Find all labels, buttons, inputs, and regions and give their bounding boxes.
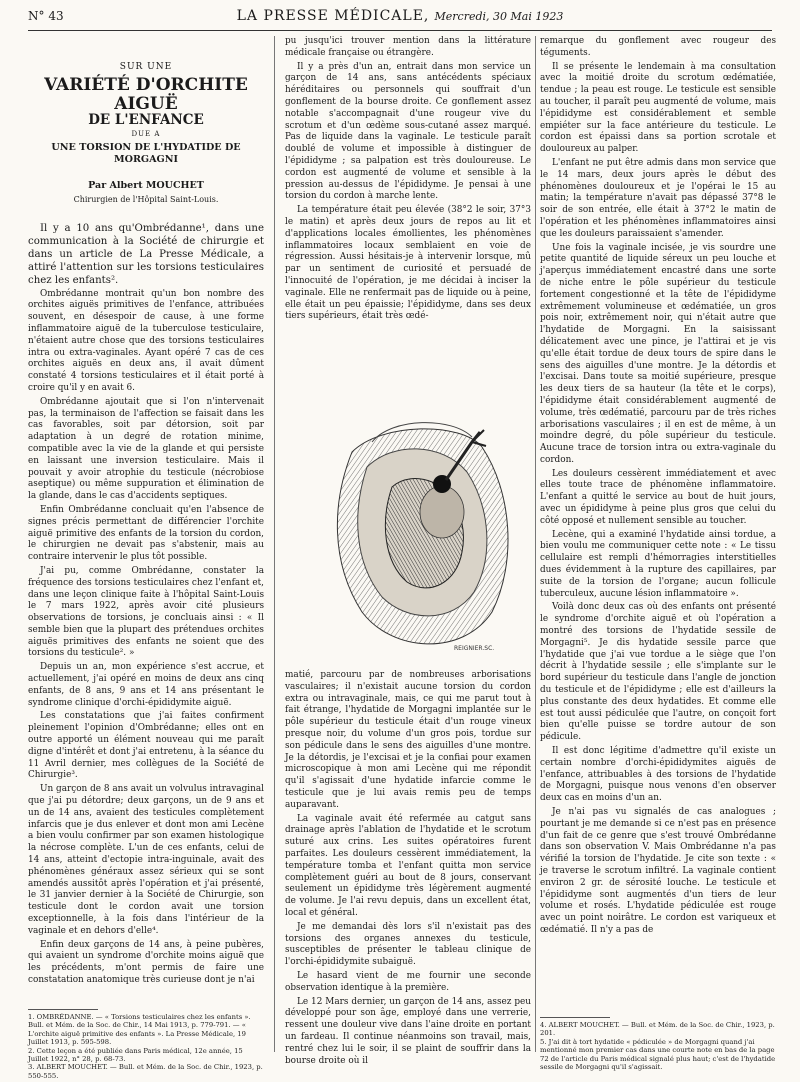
- paragraph: Les douleurs cessèrent immédiatement et avec elles toute trace de phénomène inflammatoire. L'enfant a quitté le service au bout de huit jours, avec un épididyme à peine plus gros que celui du côté opposé et nullement sensible au toucher.: [540, 468, 776, 526]
- article-kicker: SUR UNE: [119, 62, 173, 72]
- column-1: [28, 36, 264, 989]
- column-2-top: [285, 36, 531, 325]
- journal-masthead: [28, 8, 772, 24]
- paragraph: Un garçon de 8 ans avait un volvulus intravaginal que j'ai pu détordre; deux garçons, un de 9 ans et un de 14 ans, avaient des testicules complètement infarcis que je dus enlever et dont mon ami Lecène a bien voulu confirmer par son examen histologique la nécrose complète. L'un de ces enfants, celui de 14 ans, atteint d'ectopie intra-inguinale, avait des phénomènes généraux assez sérieux qui se sont amendés aussitôt après l'opération et j'ai présenté, le 31 janvier dernier à la Société de Chirurgie, son testicule dont le cordon avait une torsion exceptionnelle, à la fois dans l'intérieur de la vaginale et en dehors d'elle⁴.: [28, 784, 264, 936]
- paragraph: matié, parcouru par de nombreuses arborisations vasculaires; il n'existait aucune torsion du cordon extra ou intravaginale, mais, ce qui me parut tout à fait étrange, l'hydatide de Morgagni implantée sur le pôle supérieur du testicule était d'un rouge vineux presque noir, du volume d'un gros pois, tordue sur son pédicule dans le sens des aiguilles d'une montre. Je la détordis, je l'excisai et je la confiai pour examen microscopique à mon ami Lecène qui me répondit qu'il s'agissait d'une hydatide infarcie comme le testicule que je lui avais remis peu de temps auparavant.: [285, 670, 531, 810]
- paragraph: Voilà donc deux cas où des enfants ont présenté le syndrome d'orchite aiguë et où l'opération a montré des torsions de l'hydatide sessile de Morgagni⁵. Je dis hydatide sessile parce que l'hydatide que j'ai vue tordue a le siège que l'on décrit à l'hydatide sessile ; elle s'implante sur le bord supérieur du testicule dans l'angle de jonction du testicule et de l'épididyme ; elle est d'ailleurs la plus constante des deux hydatides. Et comme elle est tout aussi pédiculée que l'autre, on conçoit fort bien qu'elle puisse se tordre autour de son pédicule.: [540, 602, 776, 743]
- anatomical-illustration: [322, 412, 518, 662]
- paragraph: Il est donc légitime d'admettre qu'il existe un certain nombre d'orchi-épididymites aiguës de l'enfance, attribuables à des torsions de l'hydatide de Morgagni, puisque nous venons d'en observer deux cas en moins d'un an.: [540, 746, 776, 804]
- footnote: 3. ALBERT MOUCHET. — Bull. et Mém. de la Soc. de Chir., 1923, p. 550-555.: [28, 1063, 263, 1080]
- footnote: 1. OMBRÉDANNE. — « Torsions testiculaires chez les enfants ». Bull. et Mém. de la Soc. de Chir., 14 Mai 1913, p. 779-791. — « L'orchite aiguë primitive des enfants ». La Presse Médicale, 19 Juillet 1913, p. 595-598.: [28, 1013, 251, 1047]
- paragraph: Je n'ai pas vu signalés de cas analogues ; pourtant je me demande si ce n'est pas en présence d'un fait de ce genre que s'est trouvé Ombrédanne dans son observation V. Mais Ombrédanne n'a pas vérifié la torsion de l'hydatide. Je cite son texte : « je traverse le scrotum infiltré. La vaginale contient environ 2 gr. de sérosité louche. Le testicule et l'épididyme sont augmentés d'un tiers de leur volume et rosés. L'hydatide pédiculée est rouge avec un point noirâtre. Le cordon est variqueux et œdématié. Il n'y a pas de: [540, 807, 776, 935]
- footnotes-left: [28, 1013, 264, 1080]
- paragraph: pu jusqu'ici trouver mention dans la littérature médicale française ou étrangère.: [285, 36, 531, 58]
- column-3: [540, 36, 776, 939]
- paragraph: La vaginale avait été refermée au catgut sans drainage après l'ablation de l'hydatide et le scrotum suturé aux crins. Les suites opératoires furent parfaites. Les douleurs cessèrent immédiatement, la température tomba et l'enfant quitta mon service complètement guéri au bout de 8 jours, conservant seulement un épididyme très légèrement augmenté de volume. Je l'ai revu depuis, dans un excellent état, local et général.: [285, 813, 531, 918]
- paragraph: Je me demandai dès lors s'il n'existait pas des torsions des organes annexes du testicule, susceptibles de présenter le tableau clinique de l'orchi-épididymite subaiguë.: [285, 921, 531, 968]
- paragraph: La température était peu élevée (38°2 le soir, 37°3 le matin) et après deux jours de repos au lit et d'applications locales émollientes, les phénomènes inflammatoires locaux semblaient en voie de régression. Aussi hésitais-je à intervenir lorsque, mû par un sentiment de curiosité et persuadé de l'innocuité de l'opération, je me décidai à inciser la vaginale. Elle ne renfermait pas de liquide ou à peine, elle était un peu épaissie; l'épididyme, dans ses deux tiers supérieurs, était très œdé-: [285, 205, 531, 322]
- footnote: 5. J'ai dit à tort hydatide « pédiculée » de Morgagni quand j'ai mentionné mon premier cas dans une courte note en bas de la page 72 de l'article du Paris médical signalé plus haut; c'est de l'hydatide sessile de Morgagni qu'il s'agissait.: [540, 1037, 776, 1072]
- footnote: 2. Cette leçon a été publiée dans Paris médical, 12e année, 15 Juillet 1922, n° 28, p. 68-73.: [28, 1046, 243, 1064]
- footnotes-right: [540, 1021, 776, 1071]
- paragraph: Lecène, qui a examiné l'hydatide ainsi tordue, a bien voulu me communiquer cette note : « Le tissu cellulaire est rempli d'hémorragies interstitielles dues évidemment à la rupture des capillaires, par suite de la torsion de l'organe; aucun follicule tuberculeux, aucune lésion inflammatoire ».: [540, 529, 776, 599]
- engraver-signature: REIGNIER.SC.: [454, 645, 495, 652]
- footnote: 4. ALBERT MOUCHET. — Bull. et Mém. de la Soc. de Chir., 1923, p. 201.: [540, 1021, 775, 1038]
- article-title-sub: DE L'ENFANCE: [88, 111, 204, 128]
- paragraph: Il y a près d'un an, entrait dans mon service un garçon de 14 ans, sans antécédents spéciaux héréditaires ou personnels qui souffrait d'un gonflement de la bourse droite. Ce gonflement assez notable s'accompagnait d'une rougeur vive du scrotum et d'un œdème sous-cutané assez marqué. Pas de liquide dans la vaginale. Le testicule paraît doublé de volume et impossible à distinguer de l'épididyme ; sa palpation est très douloureuse. Le cordon est augmenté de volume et sensible à la pression au-dessus de l'épididyme. Je pensai à une torsion du cordon à marche lente.: [285, 61, 531, 202]
- paragraph: Une fois la vaginale incisée, je vis sourdre une petite quantité de liquide séreux un peu louche et j'aperçus immédiatement encastré dans une sorte de niche entre le pôle supérieur du testicule fortement congestionné et la tête de l'épididyme extrêmement volumineuse et œdématiée, un gros pois noir, extrêmement noir, qui n'était autre que l'hydatide de Morgagni. En la saisissant délicatement avec une pince, je l'attirai et je vis qu'elle était tordue de deux tours de spire dans le sens des aiguilles d'une montre. Je la détordis et l'excisai. Dans toute sa moitié supérieure, presque les deux tiers de sa hauteur (la tête et le corps), l'épididyme était considérablement augmenté de volume, très œdématié, parcouru par de très riches arborisations vasculaires ; il en est de même, à un moindre degré, du pôle supérieur du testicule. Aucune trace de torsion intra ou extra-vaginale du cordon.: [540, 242, 776, 465]
- paragraph: remarque du gonflement avec rougeur des téguments.: [540, 36, 776, 58]
- paragraph: Il y a 10 ans qu'Ombrédanne¹, dans une communication à la Société de chirurgie et dans un article de La Presse Médicale, a attiré l'attention sur les torsions testiculaires chez les enfants².: [28, 222, 264, 286]
- footnote-rule: [540, 1017, 610, 1018]
- paragraph: Le 12 Mars dernier, un garçon de 14 ans, assez peu développé pour son âge, employé dans une verrerie, ressent une douleur vive dans l'aine droite en portant un fardeau. Il continue néanmoins son travail, mais, rentré chez lui le soir, il se plaint de souffrir dans la bourse droite où il: [285, 996, 531, 1066]
- paragraph: Enfin Ombrédanne concluait qu'en l'absence de signes précis permettant de différencier l'orchite aiguë primitive des enfants de la torsion du cordon, le chirurgien ne devait pas s'abstenir, mais au contraire intervenir le plus tôt possible.: [28, 504, 264, 563]
- article-author: Par Albert MOUCHET: [88, 179, 204, 191]
- paragraph: Ombrédanne montrait qu'un bon nombre des orchites aiguës primitives de l'enfance, attribuées souvent, en désespoir de cause, à une forme inflammatoire aiguë de la tuberculose testiculaire, n'étaient autre chose que des torsions testiculaires intra ou extra-vaginales. Ayant opéré 7 cas de ces orchites aiguës en deux ans, il avait dûment constaté 4 torsions testiculaires et il était porté à croire qu'il y en avait 6.: [28, 288, 264, 393]
- engraving-testis-hydatid: [322, 412, 518, 662]
- column-2-bottom: [285, 670, 531, 1069]
- column-rule-1: [274, 36, 275, 1052]
- paragraph: Il se présente le lendemain à ma consultation avec la moitié droite du scrotum œdématiée, tendue ; la peau est rouge. Le testicule est sensible au toucher, il paraît peu augmenté de volume, mais l'épididyme est considérablement et semble empiéter sur la face antérieure du testicule. Le cordon est épaissi dans sa portion scrotale et douloureux au palper.: [540, 61, 776, 155]
- paragraph: Enfin deux garçons de 14 ans, à peine pubères, qui avaient un syndrome d'orchite moins aiguë que les précédents, m'ont permis de faire une constatation anatomique très curieuse dont je n'ai: [28, 939, 264, 985]
- paragraph: Depuis un an, mon expérience s'est accrue, et actuellement, j'ai opéré en moins de deux ans cinq enfants, de 8 ans, 9 ans et 14 ans présentant le syndrome clinique d'orchi-épididymite aiguë.: [28, 662, 264, 708]
- running-header: [28, 6, 772, 31]
- issue-date: Mercredi, 30 Mai 1923: [434, 10, 564, 23]
- paragraph: Ombrédanne ajoutait que si l'on n'intervenait pas, la terminaison de l'affection se faisait dans les cas favorables, soit par détorsion, soit par adaptation à un degré de rotation minime, compatible avec la vie de la glande et qui persiste en laissant une inversion testiculaire. Mais il pouvait y avoir atrophie du testicule (nécrobiose aseptique) ou même suppuration et élimination de la glande, dans le cas d'accidents septiques.: [28, 396, 264, 502]
- author-affiliation: Chirurgien de l'Hôpital Saint-Louis.: [73, 194, 219, 204]
- paragraph: Le hasard vient de me fournir une seconde observation identique à la première.: [285, 970, 531, 993]
- article-subtitle: UNE TORSION DE L'HYDATIDE DE MORGAGNI: [51, 142, 241, 166]
- paragraph: Les constatations que j'ai faites confirment pleinement l'opinion d'Ombrédanne; elles ont en outre apporté un élément nouveau qui me paraît digne d'intérêt et dont j'ai entretenu, à la séance du 11 Avril dernier, mes collègues de la Société de Chirurgie³.: [28, 711, 264, 781]
- article-title: VARIÉTÉ D'ORCHITE AIGUË: [44, 74, 248, 114]
- article-title-connector: DUE A: [131, 129, 161, 138]
- paragraph: L'enfant ne put être admis dans mon service que le 14 mars, deux jours après le début des phénomènes douloureux et je l'opérai le 15 au matin; la température n'avait pas dépassé 37°8 le soir de son entrée, elle était à 37°2 le matin de l'opération et les phénomènes inflammatoires ainsi que les douleurs paraissaient s'amender.: [540, 157, 776, 239]
- journal-title: LA PRESSE MÉDICALE,: [236, 8, 430, 24]
- footnote-rule: [28, 1009, 98, 1010]
- paragraph: J'ai pu, comme Ombrédanne, constater la fréquence des torsions testiculaires chez l'enfant et, dans une leçon clinique faite à l'hôpital Saint-Louis le 7 mars 1922, après avoir cité plusieurs observations de torsions, je concluais ainsi : « Il semble bien que la plupart des prétendues orchites aiguës primitives des enfants ne soient que des torsions du testicule². »: [28, 565, 264, 659]
- page-number: N° 43: [28, 9, 64, 23]
- column-rule-2: [535, 36, 536, 1052]
